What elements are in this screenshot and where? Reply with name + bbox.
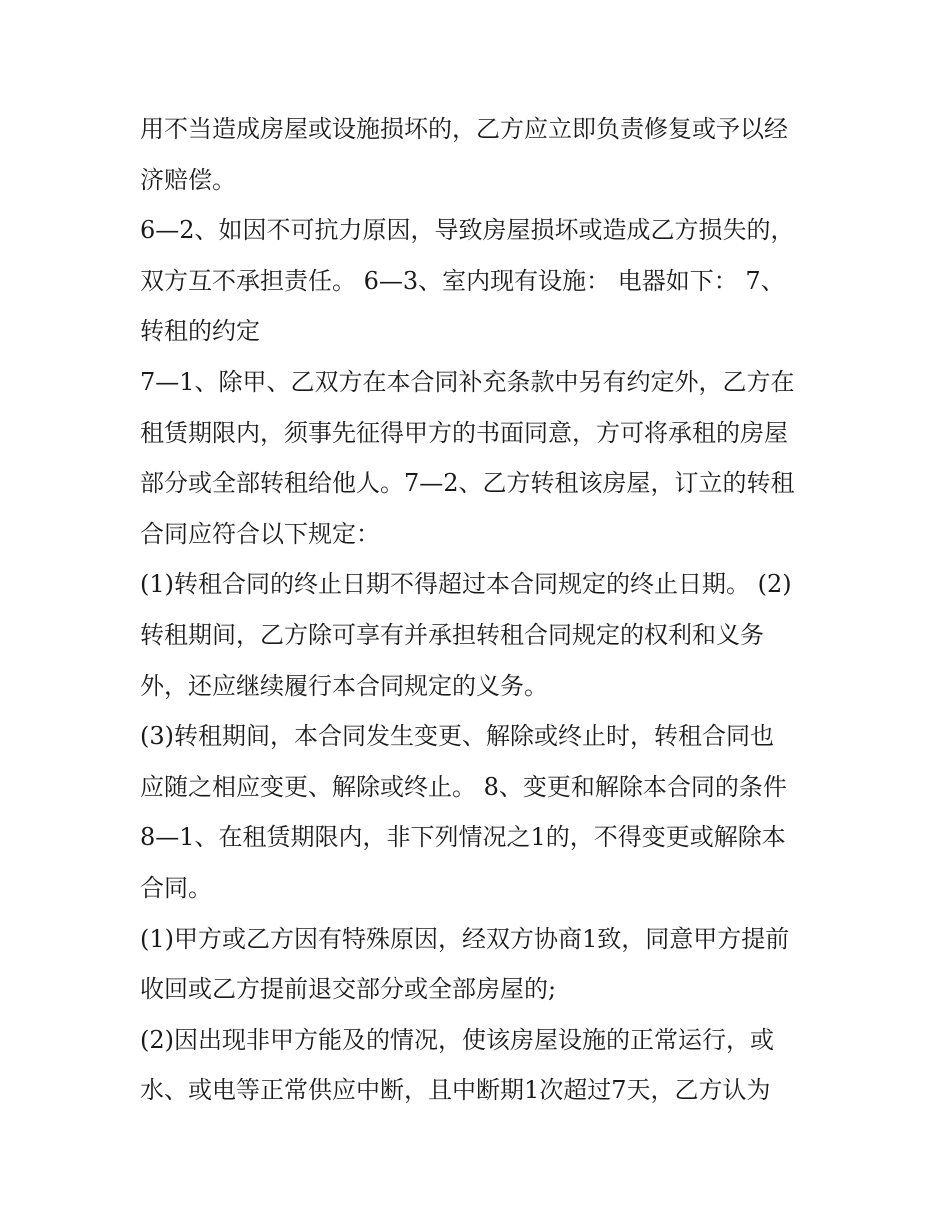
text-line: 7—1、除甲、乙双方在本合同补充条款中另有约定外，乙方在 bbox=[140, 367, 795, 396]
document-body bbox=[140, 104, 820, 1116]
text-line: 合同。 bbox=[140, 873, 212, 902]
text-line: 转租的约定 bbox=[140, 317, 260, 346]
text-line: (1)转租合同的终止日期不得超过本合同规定的终止日期。 (2) bbox=[140, 570, 792, 599]
text-line: 8—1、在租赁期限内，非下列情况之1的，不得变更或解除本 bbox=[140, 823, 786, 852]
text-line: 外，还应继续履行本合同规定的义务。 bbox=[140, 671, 548, 700]
text-line: 水、或电等正常供应中断，且中断期1次超过7天，乙方认为 bbox=[140, 1076, 771, 1105]
text-line: 双方互不承担责任。 6—3、室内现有设施： 电器如下： 7、 bbox=[140, 266, 785, 295]
text-line: 应随之相应变更、解除或终止。 8、变更和解除本合同的条件 bbox=[140, 772, 787, 801]
text-line: (3)转租期间，本合同发生变更、解除或终止时，转租合同也 bbox=[140, 722, 774, 751]
text-line: 租赁期限内，须事先征得甲方的书面同意，方可将承租的房屋 bbox=[140, 418, 788, 447]
text-line: 转租期间，乙方除可享有并承担转租合同规定的权利和义务 bbox=[140, 620, 764, 649]
text-line: 济赔偿。 bbox=[140, 165, 236, 194]
text-line: 部分或全部转租给他人。7—2、乙方转租该房屋，订立的转租 bbox=[140, 469, 795, 498]
text-line: (1)甲方或乙方因有特殊原因，经双方协商1致，同意甲方提前 bbox=[140, 924, 790, 953]
text-line: 用不当造成房屋或设施损坏的，乙方应立即负责修复或予以经 bbox=[140, 115, 788, 143]
text-line: (2)因出现非甲方能及的情况，使该房屋设施的正常运行，或 bbox=[140, 1025, 774, 1054]
text-line: 6—2、如因不可抗力原因，导致房屋损坏或造成乙方损失的， bbox=[140, 216, 795, 245]
text-line: 收回或乙方提前退交部分或全部房屋的; bbox=[140, 975, 557, 1004]
text-line: 合同应符合以下规定： bbox=[140, 519, 380, 548]
